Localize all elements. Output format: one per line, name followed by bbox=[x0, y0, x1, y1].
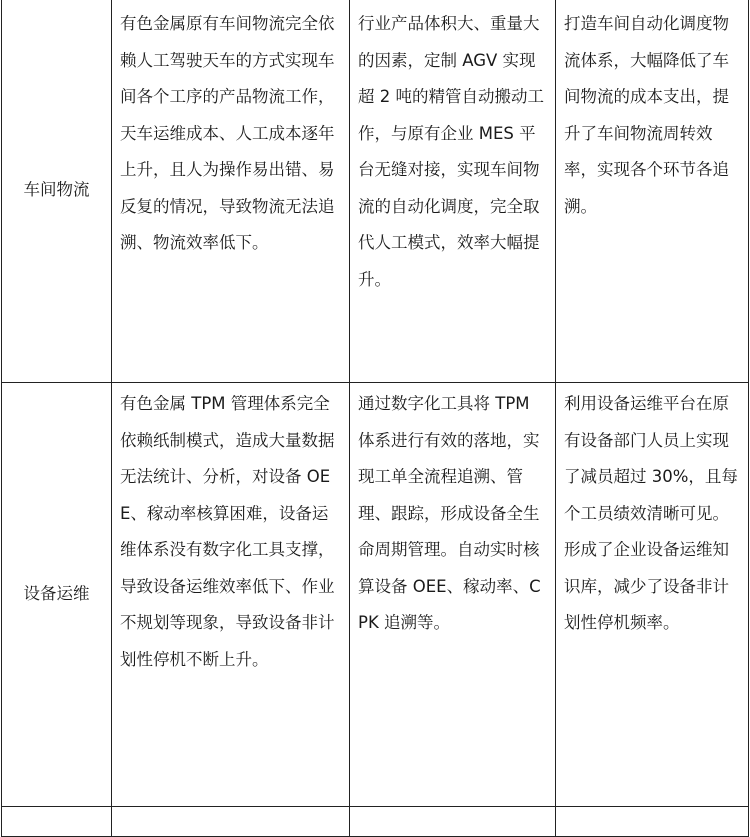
comparison-table bbox=[1, 0, 749, 837]
problem-cell: 有色金属原有车间物流完全依赖人工驾驶天车的方式实现车间各个工序的产品物流工作，天车运维成本、人工成本逐年上升，且人为操作易出错、易反复的情况，导致物流无法追溯、物流效率低下。 bbox=[112, 0, 350, 383]
empty-cell bbox=[350, 807, 556, 837]
empty-cell bbox=[2, 807, 112, 837]
solution-cell: 行业产品体积大、重量大的因素，定制 AGV 实现超 2 吨的精管自动搬动工作，与原有企业 MES 平台无缝对接，实现车间物流的自动化调度，完全取代人工模式，效率大幅提升。 bbox=[350, 0, 556, 383]
problem-cell: 有色金属 TPM 管理体系完全依赖纸制模式，造成大量数据无法统计、分析，对设备 OEE、稼动率核算困难，设备运维体系没有数字化工具支撑，导致设备运维效率低下、作业不规划等现象，导致设备非计划性停机不断上升。 bbox=[112, 383, 350, 807]
empty-cell bbox=[112, 807, 350, 837]
category-cell: 车间物流 bbox=[2, 0, 112, 383]
table-row bbox=[2, 807, 749, 837]
empty-cell bbox=[556, 807, 749, 837]
table-row bbox=[2, 383, 749, 807]
effect-cell: 打造车间自动化调度物流体系，大幅降低了车间物流的成本支出，提升了车间物流周转效率，实现各个环节各追溯。 bbox=[556, 0, 749, 383]
solution-cell: 通过数字化工具将 TPM 体系进行有效的落地，实现工单全流程追溯、管理、跟踪，形成设备全生命周期管理。自动实时核算设备 OEE、稼动率、CPK 追溯等。 bbox=[350, 383, 556, 807]
category-cell: 设备运维 bbox=[2, 383, 112, 807]
effect-cell: 利用设备运维平台在原有设备部门人员上实现了减员超过 30%，且每个工员绩效清晰可见。形成了企业设备运维知识库，减少了设备非计划性停机频率。 bbox=[556, 383, 749, 807]
table-row bbox=[2, 0, 749, 383]
